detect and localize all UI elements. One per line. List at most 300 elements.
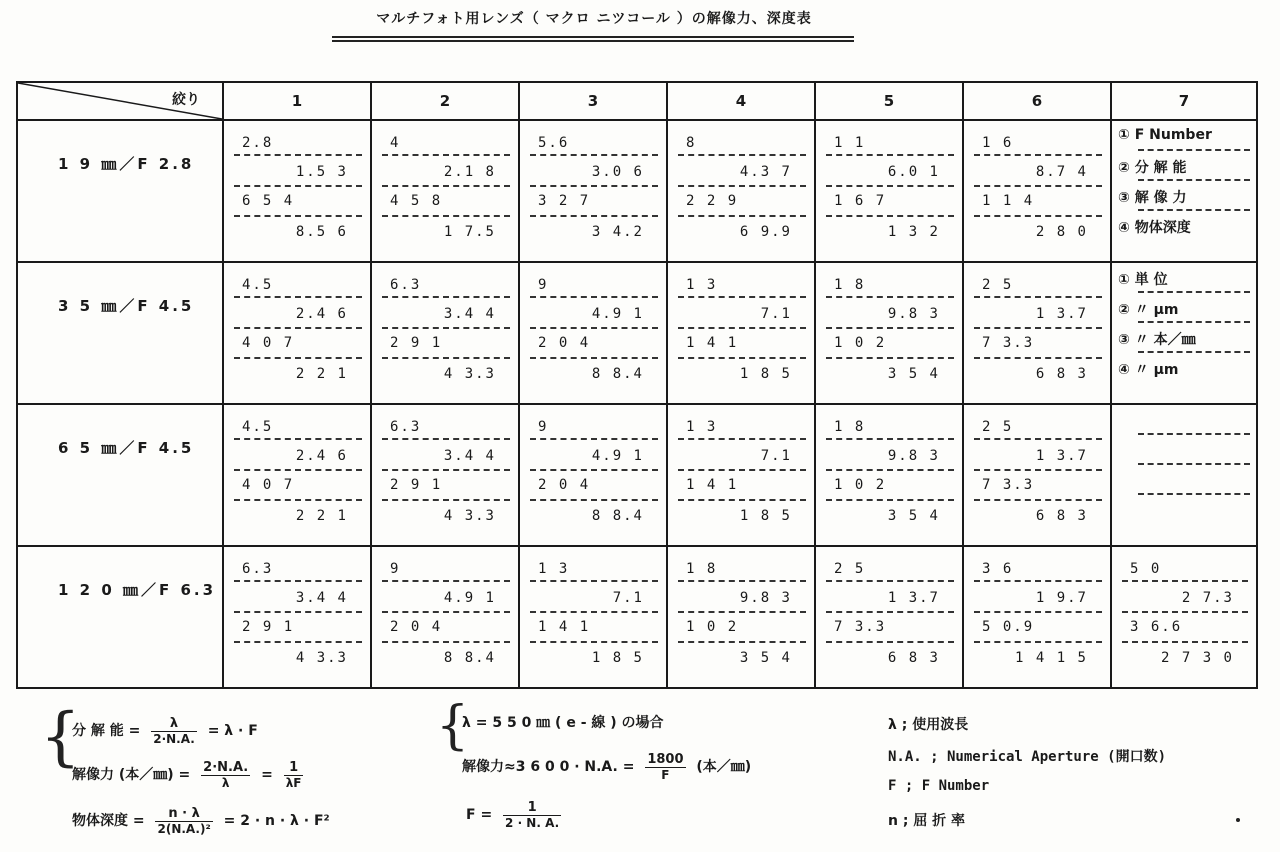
legend-cell (1111, 262, 1257, 404)
stray-dot (1236, 818, 1240, 822)
cell-values (964, 405, 1110, 545)
data-cell (223, 120, 371, 262)
fraction (503, 800, 561, 830)
data-cell (963, 120, 1111, 262)
cell-values (372, 263, 518, 403)
resolution-value: 1 6 7 (834, 193, 887, 209)
dashed-divider (234, 641, 362, 643)
resolution-value: 6 5 4 (242, 193, 295, 209)
dashed-divider (530, 296, 658, 298)
resolving-power-value: 7.1 (612, 590, 644, 606)
formula-rhs: = 2 · n · λ · F² (223, 813, 330, 829)
dashed-divider (382, 499, 510, 501)
legend-cell (1111, 120, 1257, 262)
f-number-value: 3 6 (982, 561, 1014, 577)
dashed-divider (678, 611, 806, 613)
cell-values (668, 263, 814, 403)
formula-label: 物体深度 = (72, 813, 145, 829)
depth-value: 3 4.2 (591, 224, 644, 240)
column-header: 6 (963, 82, 1111, 120)
dashed-divider (1138, 149, 1250, 151)
resolution-value: 2 9 1 (242, 619, 295, 635)
depth-value: 1 7.5 (443, 224, 496, 240)
dashed-divider (1138, 463, 1250, 465)
definition-lambda: λ ; 使用波長 (888, 717, 969, 733)
column-header: 2 (371, 82, 519, 120)
header-row (17, 82, 1257, 120)
resolving-power-value: 2 7.3 (1181, 590, 1234, 606)
resolution-value: 1 4 1 (686, 335, 739, 351)
dashed-divider (530, 154, 658, 156)
column-header: 1 (223, 82, 371, 120)
cell-values (816, 547, 962, 687)
dashed-divider (382, 185, 510, 187)
dashed-divider (826, 438, 954, 440)
depth-value: 3 5 4 (887, 508, 940, 524)
depth-value: 3 5 4 (739, 650, 792, 666)
f-number-value: 1 8 (686, 561, 718, 577)
legend-item: ③ 解 像 力 (1118, 190, 1187, 206)
resolution-value: 2 9 1 (390, 335, 443, 351)
table-row (17, 262, 1257, 404)
dashed-divider (974, 215, 1102, 217)
f-number-value: 2 5 (982, 419, 1014, 435)
dashed-divider (234, 327, 362, 329)
f-number-value: 6.3 (390, 277, 422, 293)
dashed-divider (382, 469, 510, 471)
resolution-value: 2 2 9 (686, 193, 739, 209)
f-number-value: 2 5 (982, 277, 1014, 293)
dashed-divider (974, 296, 1102, 298)
dashed-divider (974, 580, 1102, 582)
formula-label: F = (466, 807, 493, 823)
f-number-value: 9 (390, 561, 401, 577)
resolving-power-value: 6.0 1 (887, 164, 940, 180)
resolving-power-value: 8.7 4 (1035, 164, 1088, 180)
data-cell (667, 120, 815, 262)
dashed-divider (1122, 580, 1248, 582)
column-header: 5 (815, 82, 963, 120)
resolution-value: 4 0 7 (242, 477, 295, 493)
dashed-divider (974, 357, 1102, 359)
dashed-divider (1122, 611, 1248, 613)
dashed-divider (530, 327, 658, 329)
dashed-divider (974, 185, 1102, 187)
dashed-divider (826, 357, 954, 359)
resolution-value: 7 3.3 (834, 619, 887, 635)
legend (1112, 121, 1256, 261)
resolving-power-value: 1 9.7 (1035, 590, 1088, 606)
dashed-divider (234, 469, 362, 471)
resolving-power-value: 9.8 3 (887, 448, 940, 464)
f-number-value: 1 3 (686, 277, 718, 293)
depth-value: 2 8 0 (1035, 224, 1088, 240)
depth-value: 6 9.9 (739, 224, 792, 240)
dashed-divider (234, 357, 362, 359)
resolving-power-value: 3.4 4 (295, 590, 348, 606)
table-row (17, 120, 1257, 262)
data-cell (815, 120, 963, 262)
dashed-divider (826, 296, 954, 298)
data-cell (815, 546, 963, 688)
dashed-divider (530, 469, 658, 471)
data-cell (223, 546, 371, 688)
dashed-divider (678, 215, 806, 217)
column-header: 3 (519, 82, 667, 120)
table-row (17, 546, 1257, 688)
f-number-value: 6.3 (390, 419, 422, 435)
dashed-divider (530, 611, 658, 613)
dashed-divider (1138, 351, 1250, 353)
numerator: 1 (503, 800, 561, 816)
dashed-divider (678, 580, 806, 582)
depth-value: 8 8.4 (591, 366, 644, 382)
row-label: 6 5 ㎜／F 4.5 (17, 404, 223, 546)
dashed-divider (826, 499, 954, 501)
depth-value: 8 8.4 (443, 650, 496, 666)
data-cell (963, 404, 1111, 546)
legend-item: ④ 〃 μm (1118, 362, 1179, 378)
resolving-power-value: 2.4 6 (295, 306, 348, 322)
resolution-value: 1 4 1 (686, 477, 739, 493)
resolution-value: 3 6.6 (1130, 619, 1183, 635)
dashed-divider (234, 296, 362, 298)
resolving-power-value: 9.8 3 (887, 306, 940, 322)
column-header: 4 (667, 82, 815, 120)
resolving-power-value: 4.3 7 (739, 164, 792, 180)
resolution-value: 1 0 2 (834, 335, 887, 351)
f-number-value: 2 5 (834, 561, 866, 577)
resolving-power-value: 7.1 (760, 306, 792, 322)
dashed-divider (530, 641, 658, 643)
fraction (155, 806, 212, 836)
depth-value: 2 2 1 (295, 366, 348, 382)
resolving-power-value: 1 3.7 (887, 590, 940, 606)
data-cell (519, 262, 667, 404)
wavelength-condition: λ = 5 5 0 ㎚ ( e - 線 ) の場合 (462, 715, 664, 731)
resolution-value: 3 2 7 (538, 193, 591, 209)
cell-values (372, 405, 518, 545)
fraction (645, 752, 685, 782)
resolving-power-value: 7.1 (760, 448, 792, 464)
title-underline-top (332, 36, 854, 38)
dashed-divider (826, 327, 954, 329)
dashed-divider (234, 154, 362, 156)
dashed-divider (530, 580, 658, 582)
data-cell (519, 546, 667, 688)
f-number-value: 8 (686, 135, 697, 151)
data-cell (1111, 546, 1257, 688)
fraction (284, 760, 304, 790)
fraction (151, 716, 197, 746)
data-cell (815, 404, 963, 546)
dashed-divider (678, 296, 806, 298)
cell-values (964, 547, 1110, 687)
fraction (201, 760, 250, 790)
cell-values (520, 121, 666, 261)
resolution-formula: 解像力 (本／㎜) = $\frac{2\cdot N.A.}{\lambda}$ = $\frac{1}{\lambda F}$ (72, 760, 302, 790)
depth-formula (72, 806, 330, 836)
cell-values (224, 547, 370, 687)
depth-value: 1 3 2 (887, 224, 940, 240)
dashed-divider (826, 641, 954, 643)
resolution-value: 4 0 7 (242, 335, 295, 351)
f-number-value: 1 8 (834, 277, 866, 293)
dashed-divider (826, 580, 954, 582)
f-number-value: 9 (538, 277, 549, 293)
depth-value: 1 8 5 (739, 366, 792, 382)
resolving-power-value: 4.9 1 (591, 306, 644, 322)
resolution-value: 4 5 8 (390, 193, 443, 209)
dashed-divider (1138, 291, 1250, 293)
resolving-power-value: 9.8 3 (739, 590, 792, 606)
middle-brace: { (436, 696, 470, 756)
dashed-divider (382, 641, 510, 643)
resolution-value: 2 0 4 (390, 619, 443, 635)
definition-na: N.A. ; Numerical Aperture (開口数) (888, 749, 1167, 765)
dashed-divider (530, 438, 658, 440)
resolving-power-formula (72, 716, 258, 746)
legend (1112, 263, 1256, 403)
f-number-value: 5.6 (538, 135, 570, 151)
aperture-label: 絞り (172, 92, 200, 108)
dashed-divider (234, 580, 362, 582)
f-number-value: 5 0 (1130, 561, 1162, 577)
f-number-value: 1 1 (834, 135, 866, 151)
dashed-divider (974, 641, 1102, 643)
dashed-divider (382, 296, 510, 298)
numerator: 2·N.A. (203, 760, 249, 775)
resolution-value: 2 9 1 (390, 477, 443, 493)
resolution-value: 1 4 1 (538, 619, 591, 635)
denominator: 2(N.A.)² (157, 822, 211, 836)
resolving-power-value: 4.9 1 (591, 448, 644, 464)
cell-values (668, 547, 814, 687)
data-cell (963, 262, 1111, 404)
legend-item: ② 分 解 能 (1118, 160, 1187, 176)
dashed-divider (974, 499, 1102, 501)
dashed-divider (678, 154, 806, 156)
cell-values (668, 121, 814, 261)
dashed-divider (678, 357, 806, 359)
depth-value: 1 8 5 (591, 650, 644, 666)
resolution-value: 5 0.9 (982, 619, 1035, 635)
data-cell (371, 404, 519, 546)
f-number-value: 4.5 (242, 419, 274, 435)
f-number-value: 4 (390, 135, 401, 151)
cell-values (816, 263, 962, 403)
dashed-divider (974, 438, 1102, 440)
resolution-value: 7 3.3 (982, 335, 1035, 351)
dashed-divider (234, 611, 362, 613)
resolution-value: 7 3.3 (982, 477, 1035, 493)
denominator: λ (221, 776, 230, 790)
resolving-power-value: 3.4 4 (443, 306, 496, 322)
f-number-formula (466, 800, 567, 830)
dashed-divider (678, 641, 806, 643)
dashed-divider (530, 185, 658, 187)
depth-value: 6 8 3 (1035, 366, 1088, 382)
resolving-power-value: 4.9 1 (443, 590, 496, 606)
legend-item: ① 単 位 (1118, 272, 1168, 288)
cell-values (372, 547, 518, 687)
legend-item: ④ 物体深度 (1118, 220, 1191, 236)
row-label: 3 5 ㎜／F 4.5 (17, 262, 223, 404)
dashed-divider (382, 611, 510, 613)
table-row (17, 404, 1257, 546)
data-cell (371, 546, 519, 688)
data-cell (519, 404, 667, 546)
numerator: λ (151, 716, 197, 732)
dashed-divider (826, 154, 954, 156)
formula-label: 分 解 能 = (72, 723, 141, 739)
depth-value: 8.5 6 (295, 224, 348, 240)
resolving-power-value: 3.0 6 (591, 164, 644, 180)
cell-values (668, 405, 814, 545)
data-cell (667, 404, 815, 546)
cell-values (816, 405, 962, 545)
cell-values (964, 263, 1110, 403)
document-title: マルチフォト用レンズ（ マクロ ニツコール ）の解像力、深度表 (376, 11, 812, 27)
data-cell (667, 546, 815, 688)
data-cell (815, 262, 963, 404)
cell-values (520, 547, 666, 687)
f-number-value: 1 3 (686, 419, 718, 435)
dashed-divider (530, 215, 658, 217)
resolving-power-value: 2.1 8 (443, 164, 496, 180)
data-cell (371, 120, 519, 262)
depth-value: 6 8 3 (887, 650, 940, 666)
f-number-value: 1 3 (538, 561, 570, 577)
cell-values (816, 121, 962, 261)
dashed-divider (1138, 493, 1250, 495)
dashed-divider (382, 154, 510, 156)
dashed-divider (826, 469, 954, 471)
definition-f: F ; F Number (888, 778, 990, 794)
resolving-power-value: 2.4 6 (295, 448, 348, 464)
dashed-divider (382, 327, 510, 329)
dashed-divider (974, 611, 1102, 613)
dashed-divider (234, 185, 362, 187)
resolution-value: 1 0 2 (834, 477, 887, 493)
formula-label: 解像力≈3 6 0 0 · N.A. = (462, 759, 635, 775)
row-label: 1 9 ㎜／F 2.8 (17, 120, 223, 262)
denominator: 2 · N. A. (505, 816, 560, 830)
cell-values (224, 121, 370, 261)
empty-legend (1112, 405, 1256, 545)
dashed-divider (678, 438, 806, 440)
left-brace: { (40, 700, 81, 774)
depth-value: 8 8.4 (591, 508, 644, 524)
data-cell (519, 120, 667, 262)
depth-value: 4 3.3 (443, 508, 496, 524)
cell-values (224, 263, 370, 403)
depth-value: 6 8 3 (1035, 508, 1088, 524)
dashed-divider (234, 499, 362, 501)
depth-value: 2 7 3 0 (1160, 650, 1234, 666)
resolving-power-value: 1.5 3 (295, 164, 348, 180)
numerator: n · λ (155, 806, 212, 822)
cell-values (964, 121, 1110, 261)
denominator: 2·N.A. (153, 732, 195, 746)
legend-item: ① F Number (1118, 127, 1212, 143)
f-number-value: 1 8 (834, 419, 866, 435)
dashed-divider (234, 438, 362, 440)
dashed-divider (1138, 321, 1250, 323)
numerator: 1 (284, 760, 304, 776)
resolving-power-value: 3.4 4 (443, 448, 496, 464)
resolution-depth-table (16, 81, 1258, 689)
data-cell (223, 404, 371, 546)
dashed-divider (382, 580, 510, 582)
dashed-divider (1138, 433, 1250, 435)
cell-values (520, 263, 666, 403)
denominator: F (661, 768, 670, 782)
depth-value: 1 4 1 5 (1014, 650, 1088, 666)
resolving-power-value: 1 3.7 (1035, 448, 1088, 464)
f-number-value: 2.8 (242, 135, 274, 151)
corner-cell (17, 82, 223, 120)
dashed-divider (826, 611, 954, 613)
dashed-divider (678, 499, 806, 501)
resolution-value: 2 0 4 (538, 335, 591, 351)
dashed-divider (382, 438, 510, 440)
denominator: λF (285, 776, 302, 790)
formula-label: 解像力 (本／㎜) = (72, 767, 191, 783)
data-cell (963, 546, 1111, 688)
f-number-value: 6.3 (242, 561, 274, 577)
dashed-divider (678, 469, 806, 471)
cell-values (520, 405, 666, 545)
dashed-divider (1122, 641, 1248, 643)
dashed-divider (974, 469, 1102, 471)
dashed-divider (678, 327, 806, 329)
dashed-divider (530, 357, 658, 359)
cell-values (372, 121, 518, 261)
numerator: 1800 (647, 752, 684, 767)
title-underline-bottom (332, 40, 854, 42)
resolution-value: 2 0 4 (538, 477, 591, 493)
dashed-divider (974, 327, 1102, 329)
f-number-value: 4.5 (242, 277, 274, 293)
dashed-divider (1138, 209, 1250, 211)
resolution-value: 1 0 2 (686, 619, 739, 635)
row-label: 1 2 0 ㎜／F 6.3 (17, 546, 223, 688)
depth-value: 3 5 4 (887, 366, 940, 382)
depth-value: 1 8 5 (739, 508, 792, 524)
dashed-divider (826, 215, 954, 217)
cell-values (1112, 547, 1256, 687)
resolving-power-value: 1 3.7 (1035, 306, 1088, 322)
cell-values (224, 405, 370, 545)
depth-value: 4 3.3 (295, 650, 348, 666)
f-number-value: 1 6 (982, 135, 1014, 151)
column-header: 7 (1111, 82, 1257, 120)
dashed-divider (382, 215, 510, 217)
dashed-divider (530, 499, 658, 501)
legend-item: ③ 〃 本／㎜ (1118, 332, 1196, 348)
f-number-value: 9 (538, 419, 549, 435)
legend-cell (1111, 404, 1257, 546)
legend-item: ② 〃 μm (1118, 302, 1179, 318)
depth-value: 4 3.3 (443, 366, 496, 382)
dashed-divider (826, 185, 954, 187)
dashed-divider (234, 215, 362, 217)
definition-n: n ; 屈 折 率 (888, 813, 966, 829)
dashed-divider (974, 154, 1102, 156)
data-cell (371, 262, 519, 404)
resolution-value: 1 1 4 (982, 193, 1035, 209)
